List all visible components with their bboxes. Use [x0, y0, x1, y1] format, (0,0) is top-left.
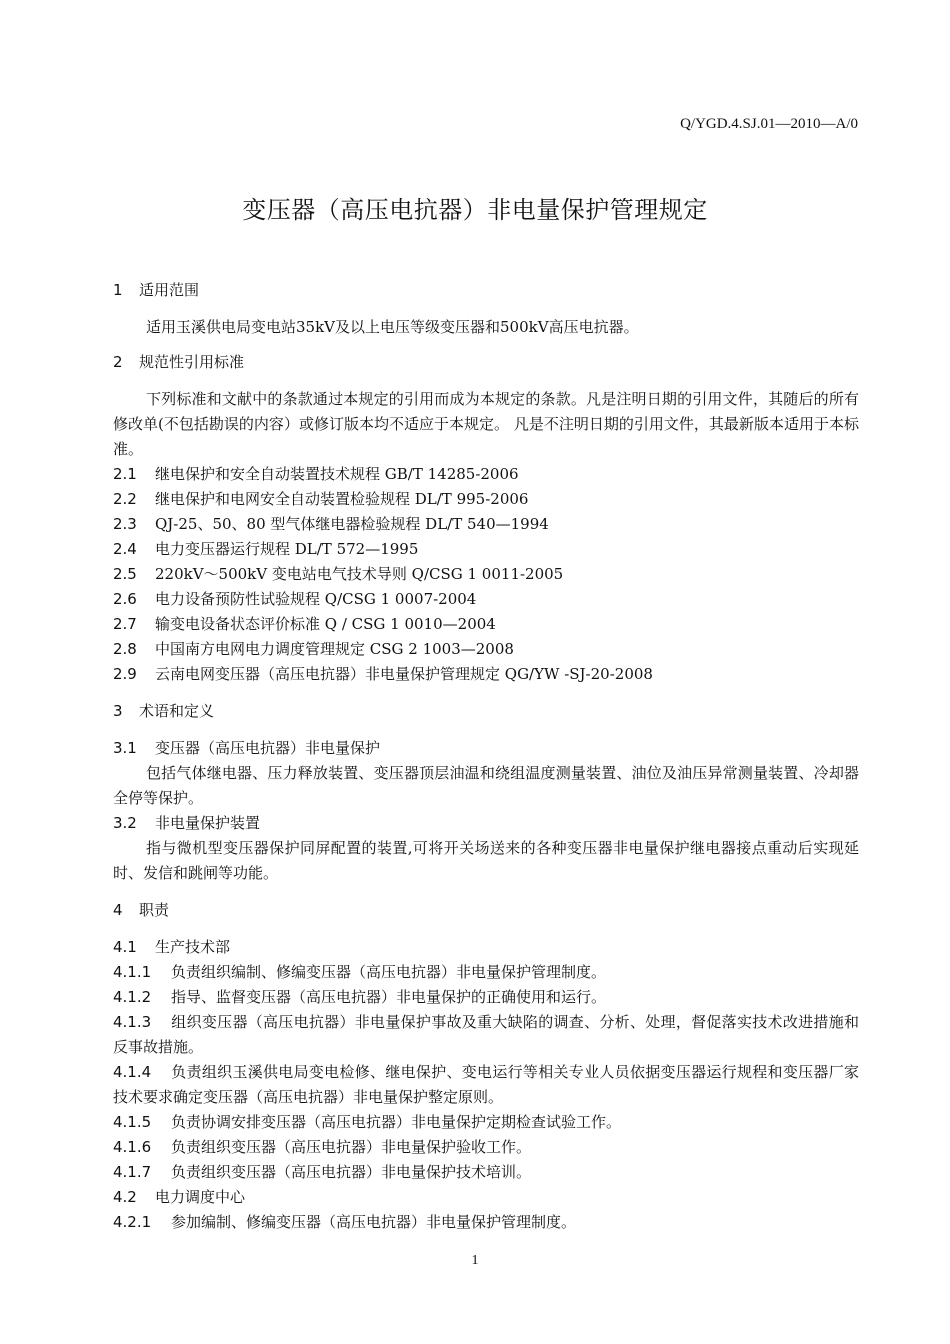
reference-item: 2.8 中国南方电网电力调度管理规定 CSG 2 1003—2008: [113, 640, 514, 658]
duty-item: 4.1.4 负责组织玉溪供电局变电检修、继电保护、变电运行等相关专业人员依据变压器运行规程和变压器厂家技术要求确定变压器（高压电抗器）非电量保护整定原则。: [113, 1063, 859, 1106]
section-heading: [113, 898, 859, 923]
reference-item: 2.2 继电保护和电网安全自动装置检验规程 DL/T 995-2006: [113, 490, 529, 508]
section-title: 适用范围: [139, 281, 200, 299]
section-number: 1: [113, 281, 123, 299]
duty-item: 4.1.5 负责协调安排变压器（高压电抗器）非电量保护定期检查试验工作。: [113, 1113, 622, 1131]
section-number: 2: [113, 353, 123, 371]
reference-item: 2.7 输变电设备状态评价标准 Q / CSG 1 0010—2004: [113, 615, 496, 633]
section-intro: 下列标准和文献中的条款通过本规定的引用而成为本规定的条款。凡是注明日期的引用文件，其随后的所有修改单(不包括勘误的内容）或修订版本均不适应于本规定。 凡是不注明日期的引用文件，其最新版本适用于本标准。: [113, 390, 859, 458]
section-number: 4: [113, 901, 123, 919]
duty-item: 4.1.1 负责组织编制、修编变压器（高压电抗器）非电量保护管理制度。: [113, 963, 607, 981]
definition-term: 3.1 变压器（高压电抗器）非电量保护: [113, 739, 381, 757]
document-title: 变压器（高压电抗器）非电量保护管理规定: [242, 196, 708, 224]
section-number: 3: [113, 702, 123, 720]
duty-item: 4.1.3 组织变压器（高压电抗器）非电量保护事故及重大缺陷的调查、分析、处理，督促落实技术改进措施和反事故措施。: [113, 1013, 859, 1056]
section-text: 适用玉溪供电局变电站35kV及以上电压等级变压器和500kV高压电抗器。: [146, 318, 639, 336]
definition-text: 指与微机型变压器保护同屏配置的装置,可将开关场送来的各种变压器非电量保护继电器接点重动后实现延时、发信和跳闸等功能。: [113, 839, 859, 882]
section-heading: [113, 699, 859, 724]
reference-item: 2.1 继电保护和安全自动装置技术规程 GB/T 14285-2006: [113, 465, 519, 483]
section-title: 规范性引用标准: [139, 353, 245, 371]
section-heading: [113, 350, 859, 375]
definition-term: 3.2 非电量保护装置: [113, 814, 261, 832]
duty-item: 4.2.1 参加编制、修编变压器（高压电抗器）非电量保护管理制度。: [113, 1213, 577, 1231]
document-code: Q/YGD.4.SJ.01—2010—A/0: [680, 116, 858, 132]
subsection-heading: 4.2 电力调度中心: [113, 1188, 246, 1206]
duty-item: 4.1.7 负责组织变压器（高压电抗器）非电量保护技术培训。: [113, 1163, 532, 1181]
document-body: [113, 278, 859, 1235]
definition-text: 包括气体继电器、压力释放装置、变压器顶层油温和绕组温度测量装置、油位及油压异常测量装置、冷却器全停等保护。: [113, 764, 859, 807]
duty-item: 4.1.2 指导、监督变压器（高压电抗器）非电量保护的正确使用和运行。: [113, 988, 607, 1006]
section-heading: [113, 278, 859, 303]
subsection-heading: 4.1 生产技术部: [113, 938, 231, 956]
reference-item: 2.5 220kV～500kV 变电站电气技术导则 Q/CSG 1 0011-2005: [113, 565, 564, 583]
reference-item: 2.3 QJ-25、50、80 型气体继电器检验规程 DL/T 540—1994: [113, 515, 549, 533]
reference-item: 2.6 电力设备预防性试验规程 Q/CSG 1 0007-2004: [113, 590, 477, 608]
page-number: 1: [471, 1253, 479, 1268]
duty-item: 4.1.6 负责组织变压器（高压电抗器）非电量保护验收工作。: [113, 1138, 532, 1156]
reference-item: 2.9 云南电网变压器（高压电抗器）非电量保护管理规定 QG/YW -SJ-20-2008: [113, 665, 653, 683]
section-title: 术语和定义: [139, 702, 215, 720]
reference-item: 2.4 电力变压器运行规程 DL/T 572—1995: [113, 540, 419, 558]
section-title: 职责: [139, 901, 170, 919]
